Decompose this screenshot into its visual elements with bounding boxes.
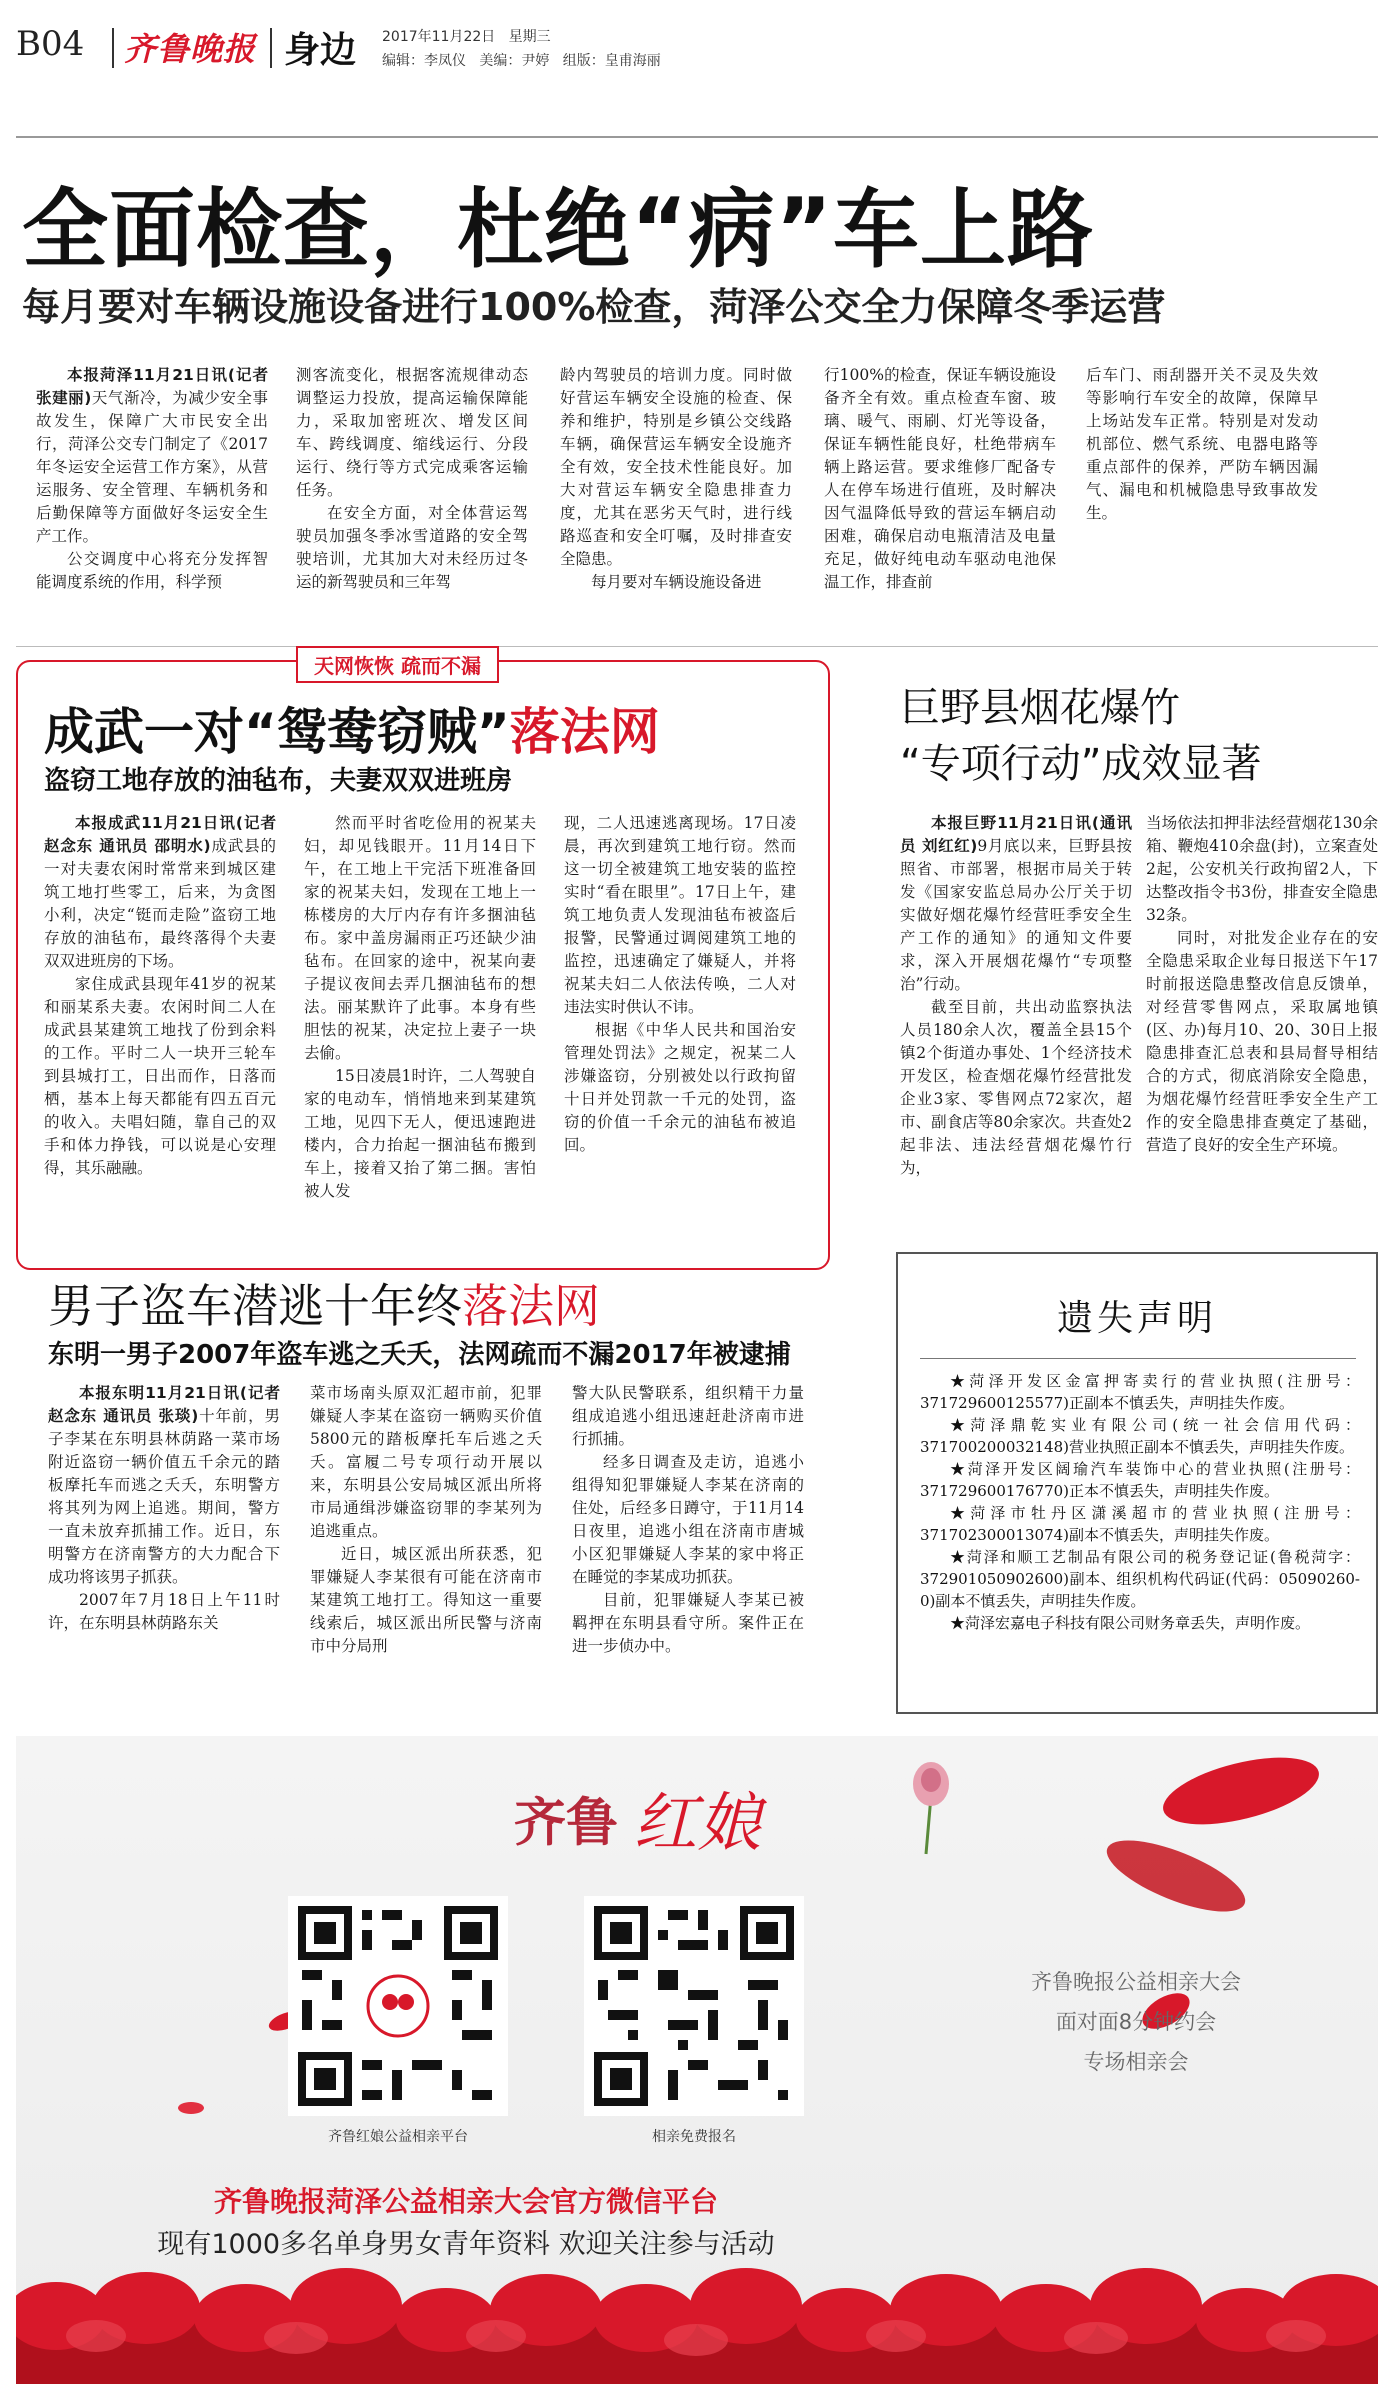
matchmaking-ad — [16, 1736, 1378, 2384]
artist-credit: 美编：尹婷 — [479, 53, 550, 69]
lost-notice-title: 遗失声明 — [1056, 1298, 1217, 1339]
article1-column-2: 测客流变化，根据客流规律动态调整运力投放，提高运输保障能力，采取加密班次、增发区间车、跨线调度、缩线运行、分段运行、绕行等方式完成乘客运输任务。 在安全方面，对全体营运驾驶员加强冬季冰雪道路的安全驾驶培训，尤其加大对未经历过冬运的新驾驶员和三年驾 — [296, 366, 528, 591]
article3-column-1: 本报巨野11月21日讯(通讯员 刘红红)9月底以来，巨野县按照省、市部署，根据市局关于转发《国家安监总局办公厅关于切实做好烟花爆竹经营旺季安全生产工作的通知》的通知文件要求，深入开展烟花爆竹“专项整治”行动。 截至目前，共出动监察执法人员180余人次，覆盖全县15个镇2个街道办事处、1个经济技术开发区，检查烟花爆竹经营批发企业3家、零售网点72家次，超市、副食店等80余家次。共查处2起非法、违法经营烟花爆竹行为， — [900, 814, 1132, 1177]
article1-column-3: 龄内驾驶员的培训力度。同时做好营运车辆安全设施的检查、保养和维护，特别是乡镇公交线路车辆，确保营运车辆安全设施齐全有效，安全技术性能良好。加大对营运车辆安全隐患排查力度，尤其在恶劣天气时，进行线路巡查和安全叮嘱，及时排查安全隐患。 每月要对车辆设施设备进 — [560, 366, 792, 591]
lost-notice-box — [896, 1252, 1378, 1714]
qr-code-left[interactable] — [288, 1896, 508, 2116]
ad-side-text: 齐鲁晚报公益相亲大会 面对面8分钟约会 专场相亲会 — [1031, 1970, 1241, 2074]
rose-petal-icon — [176, 2096, 206, 2120]
qr-pattern-icon — [298, 1906, 498, 2106]
article1-column-1: 本报菏泽11月21日讯(记者 张建丽)天气渐冷，为减少安全事故发生，保障广大市民安全出行，菏泽公交专门制定了《2017年冬运安全运营工作方案》，从营运服务、安全管理、车辆机务和后勤保障等方面做好冬运安全生产工作。 公交调度中心将充分发挥智能调度系统的作用，科学预 — [36, 366, 268, 591]
article3-headline-line1: 巨野县烟花爆竹 — [900, 685, 1180, 731]
rose-bed-icon — [16, 2266, 1378, 2384]
lost-notice-item: ★菏泽和顺工艺制品有限公司的税务登记证(鲁税菏字：372901050902600)副本、组织机构代码证(代码：05090260-0)副本不慎丢失，声明挂失作废。 — [920, 1548, 1360, 1610]
qr-caption-left: 齐鲁红娘公益相亲平台 — [328, 2129, 468, 2145]
article2-tag: 天网恢恢 疏而不漏 — [296, 646, 499, 683]
layout-credit: 组版：皇甫海丽 — [562, 53, 661, 69]
article2-column-2: 然而平时省吃俭用的祝某夫妇，却见钱眼开。11月14日下午，在工地上干完活下班准备回家的祝某夫妇，发现在工地上一栋楼房的大厅内存有许多捆油毡布。家中盖房漏雨正巧还缺少油毡布。在回家的途中，祝某向妻子提议夜间去弄几捆油毡布的想法。丽某默许了此事。本身有些胆怯的祝某，决定拉上妻子一块去偷。 15日凌晨1时许，二人驾驶自家的电动车，悄悄地来到某建筑工地，见四下无人，便迅速跑进楼内，合力抬起一捆油毡布搬到车上，接着又抬了第二捆。害怕被人发 — [304, 814, 536, 1200]
article1-headline: 全面检查，杜绝“病”车上路 — [22, 180, 1095, 280]
article2-column-3: 现，二人迅速逃离现场。17日凌晨，再次到建筑工地行窃。然而这一切全被建筑工地安装的监控实时“看在眼里”。17日上午，建筑工地负责人发现油毡布被盗后报警，民警通过调阅建筑工地的监控，迅速确定了嫌疑人，并将祝某夫妇二人依法传唤，二人对违法实时供认不讳。 根据《中华人民共和国治安管理处罚法》之规定，祝某二人涉嫌盗窃，分别被处以行政拘留十日并处罚款一千元的处罚，盗窃的价值一千余元的油毡布被追回。 — [564, 814, 796, 1154]
article1-subtitle: 每月要对车辆设施设备进行100%检查，菏泽公交全力保障冬季运营 — [22, 285, 1166, 329]
section-name: 身边 — [284, 30, 357, 71]
qr-code-right[interactable] — [584, 1896, 804, 2116]
qr-caption-right: 相亲免费报名 — [652, 2129, 736, 2145]
qr-pattern-icon — [594, 1906, 794, 2106]
lost-notice-item: ★菏泽市牡丹区潇溪超市的营业执照(注册号：371702300013074)副本不慎丢失，声明挂失作废。 — [920, 1504, 1360, 1544]
article3-column-2: 当场依法扣押非法经营烟花130余箱、鞭炮410余盘(封)，立案查处2起，公安机关行政拘留2人，下达整改指令书3份，排查安全隐患32条。 同时，对批发企业存在的安全隐患采取企业每日报送下午17时前报送隐患整改信息反馈单，对经营零售网点，采取属地镇(区、办)每月10、20、30日上报隐患排查汇总表和县局督导相结合的方式，彻底消除安全隐患，为烟花爆竹经营旺季安全生产工作的安全隐患排查奠定了基础，营造了良好的安全生产环境。 — [1146, 814, 1378, 1154]
article2-column-1: 本报成武11月21日讯(记者 赵念东 通讯员 邵明水)成武县的一对夫妻农闲时常常来到城区建筑工地打些零工，后来，为贪图小利，决定“铤而走险”盗窃工地存放的油毡布，最终落得个夫妻双双进班房的下场。 家住成武县现年41岁的祝某和丽某系夫妻。农闲时间二人在成武县某建筑工地找了份到余料的工作。平时二人一块开三轮车到县城打工，日出而作，日落而栖，基本上每天都能有四五百元的收入。夫唱妇随，靠自己的双手和体力挣钱，可以说是心安理得，其乐融融。 — [44, 814, 276, 1177]
article4-column-2: 菜市场南头原双汇超市前，犯罪嫌疑人李某在盗窃一辆购买价值5800元的踏板摩托车后逃之夭夭。富履二号专项行动开展以来，东明县公安局城区派出所将市局通缉涉嫌盗窃罪的李某列为追逃重点。 近日，城区派出所获悉，犯罪嫌疑人李某很有可能在济南市某建筑工地打工。得知这一重要线索后，城区派出所民警与济南市中分局刑 — [310, 1384, 542, 1655]
article2-headline: 成武一对“鸳鸯窃贼”落法网 — [44, 703, 660, 761]
article4-subtitle: 东明一男子2007年盗车逃之夭夭，法网疏而不漏2017年被逮捕 — [48, 1340, 791, 1370]
article1-column-5: 后车门、雨刮器开关不灵及失效等影响行车安全的故障，保障早上场站发车正常。特别是对发动机部位、燃气系统、电器电路等重点部件的保养，严防车辆因漏气、漏电和机械隐患导致事故发生。 — [1086, 366, 1318, 522]
article4-column-1: 本报东明11月21日讯(记者 赵念东 通讯员 张琰)十年前，男子李某在东明县林荫路一菜市场附近盗窃一辆价值五千余元的踏板摩托车而逃之夭夭，东明警方将其列为网上追逃。期间，警方一直未放弃抓捕工作。近日，东明警方在济南警方的大力配合下成功将该男子抓获。 2007年7月18日上午11时许，在东明县林荫路东关 — [48, 1384, 280, 1632]
article1-column-4: 行100%的检查，保证车辆设施设备齐全有效。重点检查车窗、玻璃、暖气、雨刷、灯光等设备，保证车辆性能良好，杜绝带病车辆上路运营。要求维修厂配备专人在停车场进行值班，及时解决因气温降低导致的营运车辆启动困难，确保启动电瓶清洁及电量充足，做好纯电动车驱动电池保温工作，排查前 — [824, 366, 1056, 591]
ad-headline: 齐鲁晚报菏泽公益相亲大会官方微信平台 — [213, 2185, 718, 2218]
rose-petal-icon — [1156, 1746, 1326, 1836]
rose-icon — [896, 1756, 966, 1856]
issue-date: 2017年11月22日 — [382, 29, 496, 45]
page-number: B04 — [16, 24, 85, 64]
rose-petal-icon — [1096, 1836, 1256, 1916]
ad-logo: 齐鲁 红娘 — [514, 1787, 762, 1861]
lost-notice-item: ★菏泽鼎乾实业有限公司(统一社会信用代码：371700200032148)营业执照正副本不慎丢失，声明挂失作废。 — [920, 1416, 1360, 1456]
ad-tagline: 现有1000多名单身男女青年资料 欢迎关注参与活动 — [157, 2229, 775, 2260]
newspaper-logo: 齐鲁晚报 — [124, 30, 257, 68]
article4-headline: 男子盗车潜逃十年终落法网 — [48, 1279, 600, 1333]
article2-subtitle: 盗窃工地存放的油毡布，夫妻双双进班房 — [44, 766, 513, 796]
article4-column-3: 警大队民警联系，组织精干力量组成追逃小组迅速赶赴济南市进行抓捕。 经多日调查及走访，追逃小组得知犯罪嫌疑人李某在济南的住处，后经多日蹲守，于11月14日夜里，追逃小组在济南市唐城小区犯罪嫌疑人李某的家中将正在睡觉的李某成功抓获。 目前，犯罪嫌疑人李某已被羁押在东明县看守所。案件正在进一步侦办中。 — [572, 1384, 804, 1655]
lost-notice-list — [920, 1370, 1360, 1634]
issue-weekday: 星期三 — [508, 29, 551, 45]
page-header — [16, 10, 1378, 120]
lost-notice-item: ★菏泽开发区阔瑜汽车装饰中心的营业执照(注册号：371729600176770)正本不慎丢失，声明挂失作废。 — [920, 1460, 1360, 1500]
editor-credit: 编辑：李凤仪 — [382, 53, 466, 69]
article3-headline-line2: “专项行动”成效显著 — [900, 741, 1262, 787]
lost-notice-item: ★菏泽宏嘉电子科技有限公司财务章丢失，声明作废。 — [950, 1614, 1311, 1632]
lost-notice-item: ★菏泽开发区金富押寄卖行的营业执照(注册号：371729600125577)正副本不慎丢失，声明挂失作废。 — [920, 1372, 1360, 1412]
